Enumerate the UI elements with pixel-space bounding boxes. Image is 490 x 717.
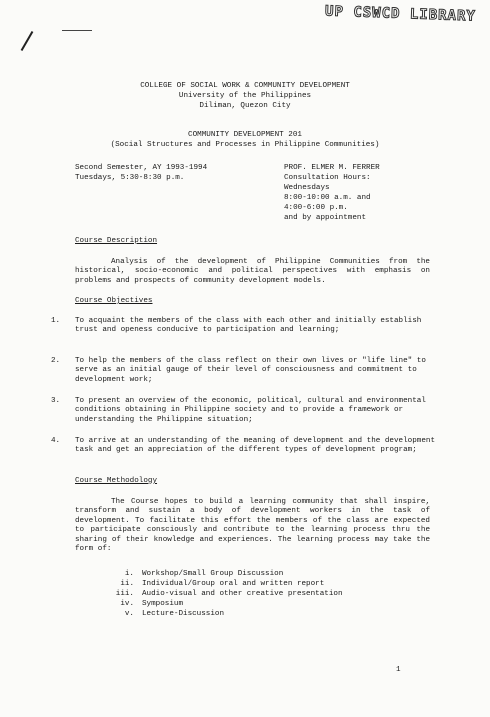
list-number: iii. bbox=[115, 590, 134, 598]
objective-number: 2. bbox=[51, 357, 61, 365]
course-title: (Social Structures and Processes in Philippine Communities) bbox=[110, 141, 380, 149]
consultation-slot-1: 8:00-10:00 a.m. and bbox=[284, 194, 371, 202]
pen-mark bbox=[21, 31, 34, 51]
list-number: ii. bbox=[120, 580, 134, 588]
instructor-name: PROF. ELMER M. FERRER bbox=[284, 164, 380, 172]
university-location: Diliman, Quezon City bbox=[199, 102, 291, 110]
list-number: i. bbox=[124, 570, 134, 578]
page-number: 1 bbox=[396, 666, 401, 674]
consultation-appointment: and by appointment bbox=[284, 214, 367, 222]
list-item: Audio-visual and other creative presentation bbox=[142, 590, 343, 598]
methodology-text: The Course hopes to build a learning community that shall inspire, transform and sustain a body of development workers in the task of development. To facilitate this effort the members of the class are expected to participate consciously and contribute to the learning process thru the sharing of their knowledge and experiences. The learning process may take the form of: bbox=[75, 498, 430, 554]
description-heading: Course Description bbox=[75, 237, 158, 245]
methodology-heading: Course Methodology bbox=[75, 477, 158, 485]
objective-item bbox=[51, 357, 435, 385]
objective-number: 3. bbox=[51, 397, 61, 405]
objective-text: To present an overview of the economic, political, cultural and environmental conditions obtaining in Philippine society and to provide a framework or understanding the Philippine situation; bbox=[75, 397, 426, 424]
list-number: v. bbox=[124, 610, 134, 618]
objective-text: To arrive at an understanding of the meaning of development and the development task and get an appreciation of the different types of development program; bbox=[75, 437, 436, 455]
description-text: Analysis of the development of Philippine Communities from the historical, socio-economic and political perspectives with emphasis on problems and prospects of community development models. bbox=[75, 258, 430, 285]
college-name: COLLEGE OF SOCIAL WORK & COMMUNITY DEVELOPMENT bbox=[140, 82, 350, 90]
class-time: Tuesdays, 5:30-8:30 p.m. bbox=[75, 174, 185, 182]
objectives-heading: Course Objectives bbox=[75, 297, 153, 305]
objective-item bbox=[51, 397, 435, 425]
objective-item bbox=[51, 317, 435, 336]
semester: Second Semester, AY 1993-1994 bbox=[75, 164, 208, 172]
list-item: Workshop/Small Group Discussion bbox=[142, 570, 284, 578]
consultation-slot-2: 4:00-6:00 p.m. bbox=[284, 204, 348, 212]
list-item: Individual/Group oral and written report bbox=[142, 580, 325, 588]
pen-dash bbox=[62, 30, 92, 31]
list-item: Symposium bbox=[142, 600, 184, 608]
objective-item bbox=[51, 437, 436, 456]
objective-number: 4. bbox=[51, 437, 61, 445]
library-stamp: UP CSWCD LIBRARY bbox=[324, 3, 477, 25]
objective-text: To acquaint the members of the class with each other and initially establish trust and openess conducive to participation and learning; bbox=[75, 317, 422, 335]
course-code: COMMUNITY DEVELOPMENT 201 bbox=[188, 131, 302, 139]
list-item: Lecture-Discussion bbox=[142, 610, 225, 618]
consultation-day: Wednesdays bbox=[284, 184, 330, 192]
consultation-label: Consultation Hours: bbox=[284, 174, 371, 182]
objective-number: 1. bbox=[51, 317, 61, 325]
objective-text: To help the members of the class reflect on their own lives or "life line" to serve as an initial gauge of their level of consciousness and commitment to development work; bbox=[75, 357, 426, 384]
university-name: University of the Philippines bbox=[178, 92, 312, 100]
list-number: iv. bbox=[120, 600, 134, 608]
